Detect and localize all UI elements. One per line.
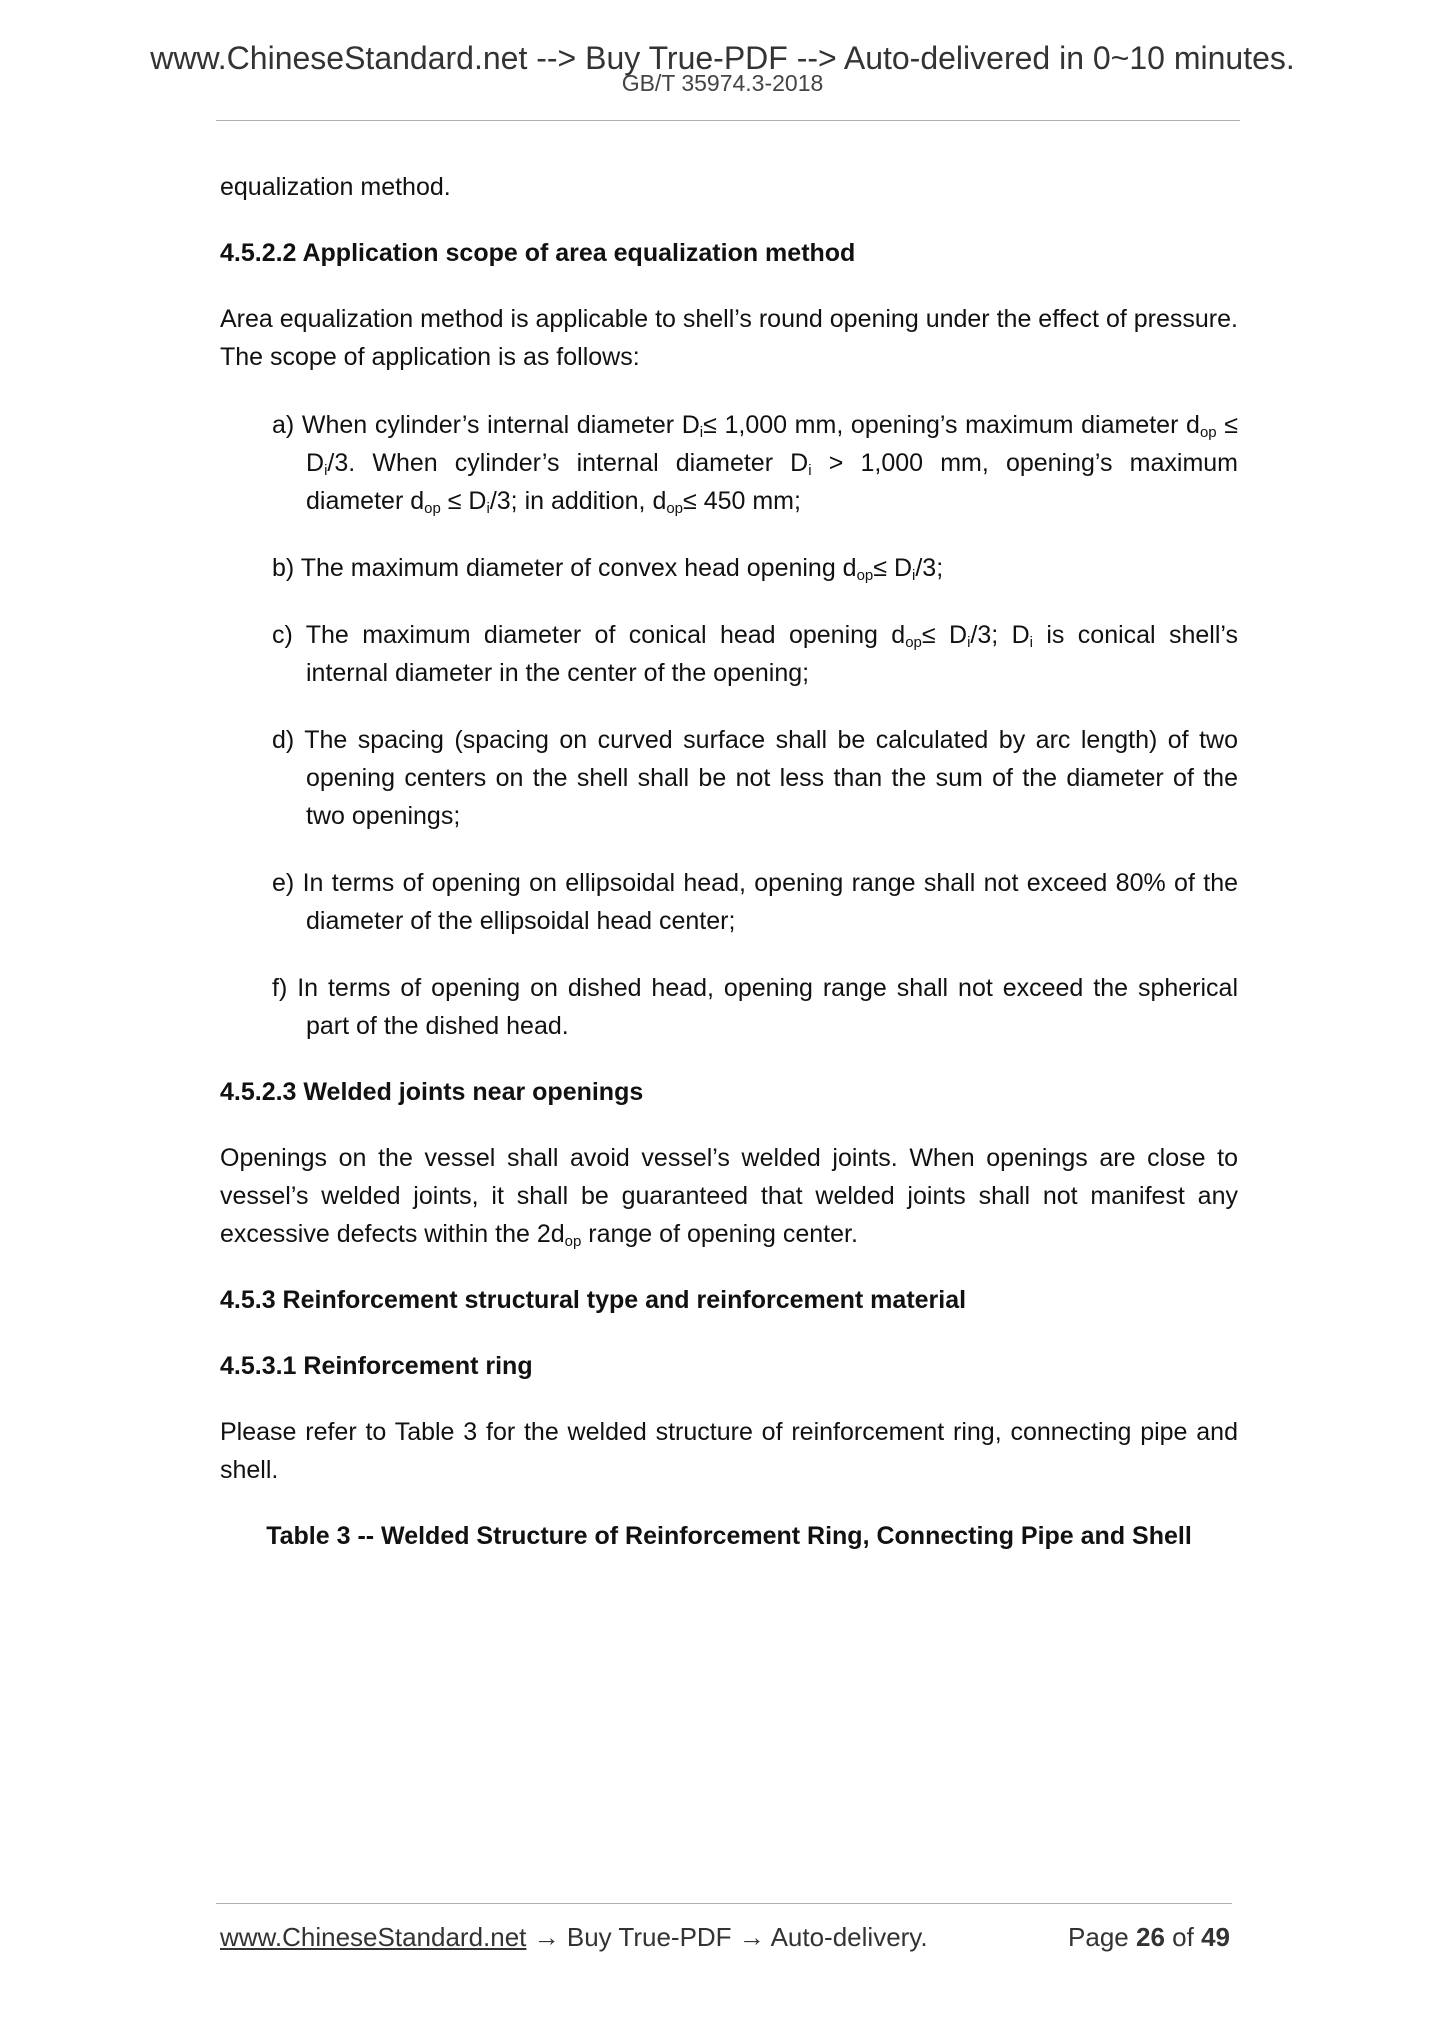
heading-4-5-2-2: 4.5.2.2 Application scope of area equalization method (220, 239, 856, 267)
page-total: 49 (1201, 1922, 1230, 1952)
list-item-b: b) The maximum diameter of convex head opening $d_{op}\le D_i/3$; (272, 554, 944, 584)
list-item-a: a) When cylinder’s internal diameter $D_i\le 1,000$ mm, opening’s maximum diameter $d_{op} \le D_i/3$. When cylinder’s internal diameter $D_i > 1,000$ mm, opening’s maximum diameter $d_{op} \le D_i/3$; in addition, $d_{op}\le 450$ mm; (272, 411, 1239, 517)
list-item-c: c) The maximum diameter of conical head opening $d_{op}\le D_i/3$; $D_i$ is conical shell’s internal diameter in the center of the opening; (272, 621, 1238, 687)
footer-site-link[interactable]: www.ChineseStandard.net (220, 1922, 527, 1952)
paragraph-table-reference: Please refer to Table 3 for the welded structure of reinforcement ring, connecting pipe and shell. (220, 1418, 1238, 1484)
paragraph-welded-joints: Openings on the vessel shall avoid vessel’s welded joints. When openings are close to vessel’s welded joints, it shall be guaranteed that welded joints shall not manifest any excessive defects within the $2d_{op}$ range of opening center. (220, 1144, 1238, 1250)
footer-divider (216, 1903, 1232, 1904)
header-banner: www.ChineseStandard.net --> Buy True-PDF --> Auto-delivered in 0~10 minutes. (150, 40, 1295, 76)
document-id: GB/T 35974.3-2018 (621, 70, 824, 96)
header-divider (216, 120, 1240, 121)
list-item-d: d) The spacing (spacing on curved surface shall be calculated by arc length) of two opening centers on the shell shall be not less than the sum of the diameter of the two openings; (272, 726, 1238, 830)
page-number (1068, 1922, 1230, 1953)
page-label: Page (1068, 1922, 1129, 1952)
page-of-label: of (1172, 1922, 1194, 1952)
heading-4-5-3-1: 4.5.3.1 Reinforcement ring (220, 1352, 533, 1380)
table-caption: Table 3 -- Welded Structure of Reinforcement Ring, Connecting Pipe and Shell (266, 1522, 1192, 1550)
footer-tagline: → Buy True-PDF → Auto-delivery. (526, 1922, 928, 1952)
list-item-e: e) In terms of opening on ellipsoidal head, opening range shall not exceed 80% of the diameter of the ellipsoidal head center; (272, 869, 1238, 935)
paragraph-scope: Area equalization method is applicable to shell’s round opening under the effect of pressure. The scope of application is as follows: (220, 305, 1238, 371)
page-current: 26 (1136, 1922, 1165, 1952)
heading-4-5-3: 4.5.3 Reinforcement structural type and reinforcement material (220, 1286, 967, 1314)
paragraph-continuation: equalization method. (220, 173, 451, 201)
page-content (220, 168, 1238, 1555)
footer-links (220, 1922, 928, 1953)
list-item-f: f) In terms of opening on dished head, opening range shall not exceed the spherical part of the dished head. (272, 974, 1238, 1040)
heading-4-5-2-3: 4.5.2.3 Welded joints near openings (220, 1078, 644, 1106)
